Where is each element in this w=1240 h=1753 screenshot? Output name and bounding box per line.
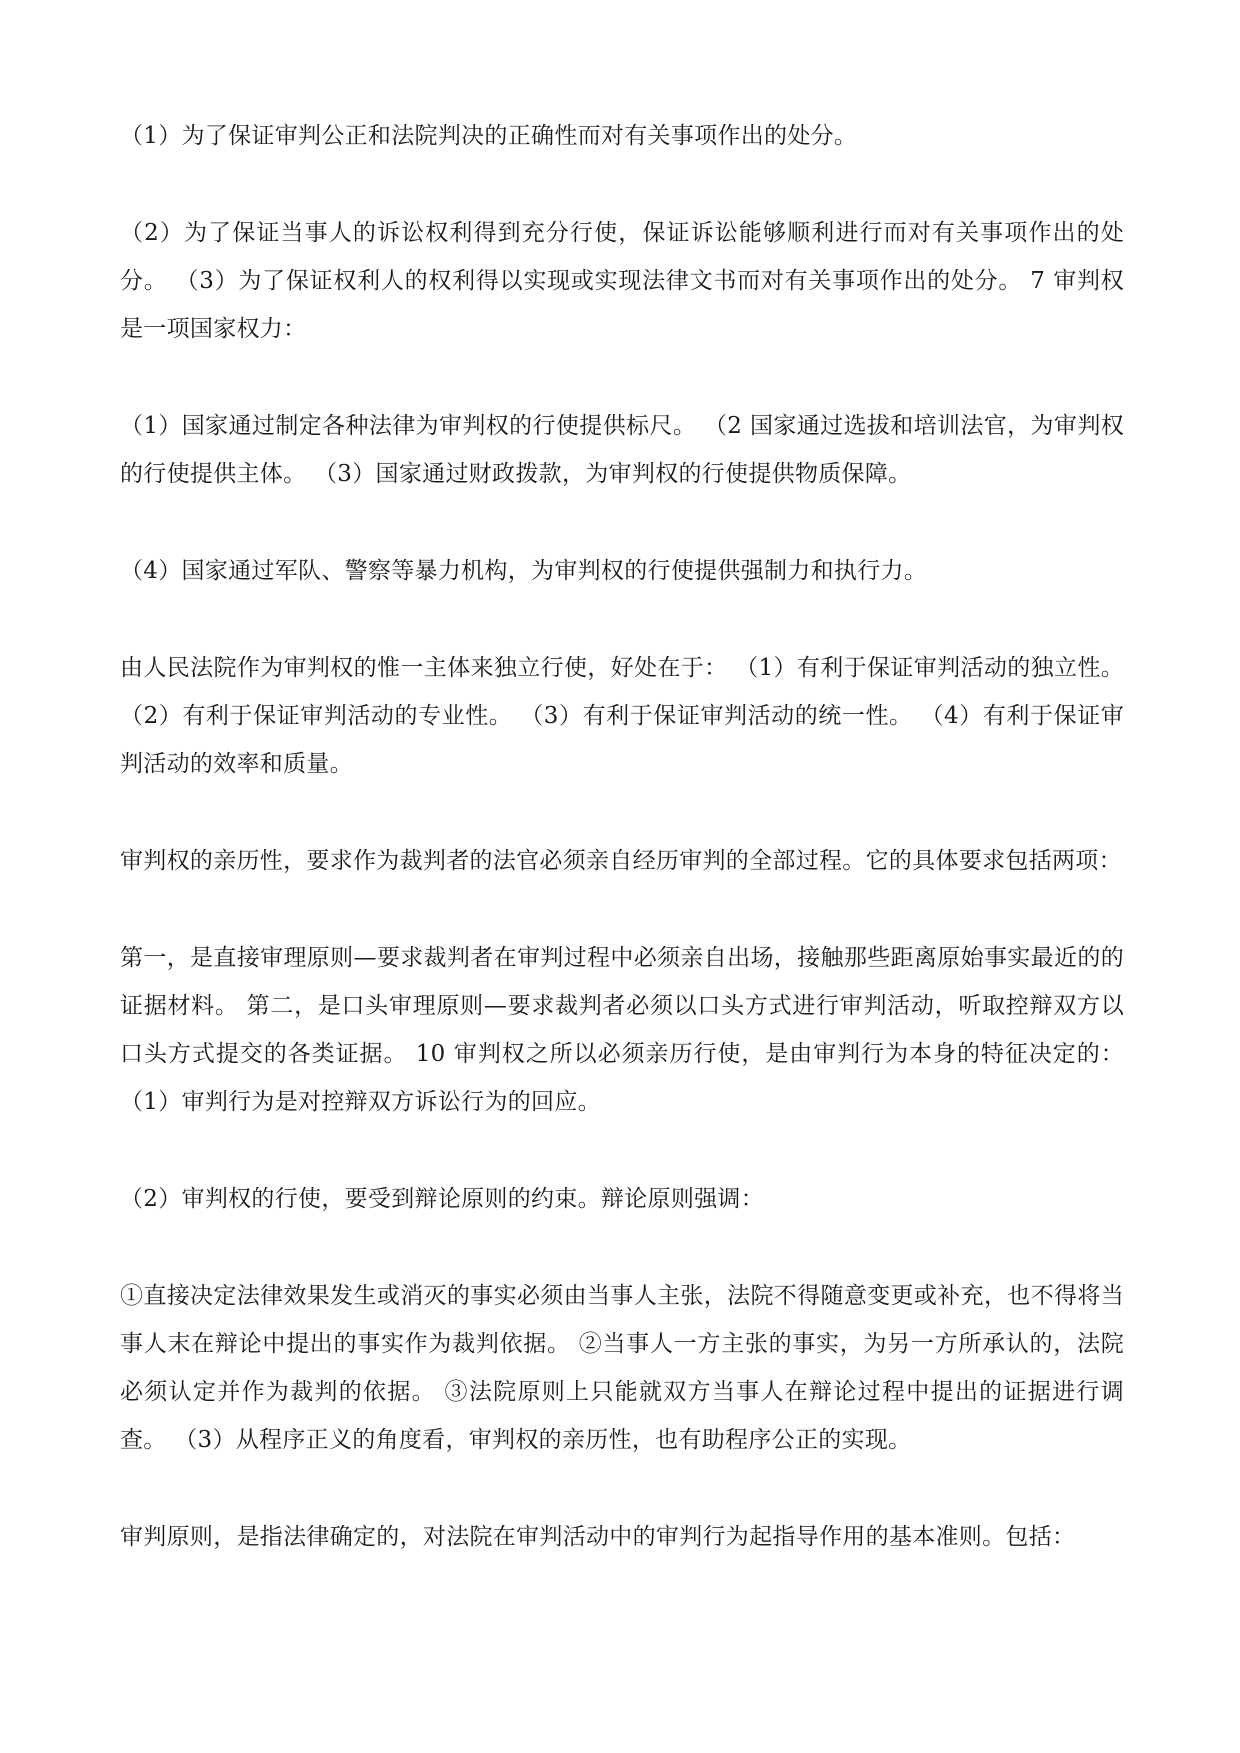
paragraph-5: 由人民法院作为审判权的惟一主体来独立行使，好处在于： （1）有利于保证审判活动的独立性。 （2）有利于保证审判活动的专业性。 （3）有利于保证审判活动的统一性。 （4）有利于保证审判活动的效率和质量。 xyxy=(120,655,1124,777)
paragraph-1: （1）为了保证审判公正和法院判决的正确性而对有关事项作出的处分。 xyxy=(120,123,858,149)
paragraph-9: ①直接决定法律效果发生或消灭的事实必须由当事人主张，法院不得随意变更或补充，也不得将当事人末在辩论中提出的事实作为裁判依据。 ②当事人一方主张的事实，为另一方所承认的，法院必须认定并作为裁判的依据。 ③法院原则上只能就双方当事人在辩论过程中提出的证据进行调查。 （3）从程序正义的角度看，审判权的亲历性，也有助程序公正的实现。 xyxy=(120,1283,1124,1453)
paragraph-7: 第一，是直接审理原则—要求裁判者在审判过程中必须亲自出场，接触那些距离原始事实最近的的证据材料。 第二，是口头审理原则—要求裁判者必须以口头方式进行审判活动，听取控辩双方以口头方式提交的各类证据。 10 审判权之所以必须亲历行使，是由审判行为本身的特征决定的： （1）审判行为是对控辩双方诉讼行为的回应。 xyxy=(120,945,1124,1115)
paragraph-10: 审判原则，是指法律确定的，对法院在审判活动中的审判行为起指导作用的基本准则。包括： xyxy=(120,1524,1076,1550)
paragraph-8: （2）审判权的行使，要受到辩论原则的约束。辩论原则强调： xyxy=(120,1186,765,1212)
paragraph-4: （4）国家通过军队、警察等暴力机构，为审判权的行使提供强制力和执行力。 xyxy=(120,558,928,584)
paragraph-6: 审判权的亲历性，要求作为裁判者的法官必须亲自经历审判的全部过程。它的具体要求包括两项： xyxy=(120,848,1122,874)
document-page xyxy=(120,112,1124,1610)
paragraph-2: （2）为了保证当事人的诉讼权利得到充分行使，保证诉讼能够顺利进行而对有关事项作出的处分。 （3）为了保证权利人的权利得以实现或实现法律文书而对有关事项作出的处分。 7 审判权是一项国家权力： xyxy=(120,220,1124,342)
paragraph-3: （1）国家通过制定各种法律为审判权的行使提供标尺。 （2 国家通过选拔和培训法官，为审判权的行使提供主体。 （3）国家通过财政拨款，为审判权的行使提供物质保障。 xyxy=(120,413,1124,487)
